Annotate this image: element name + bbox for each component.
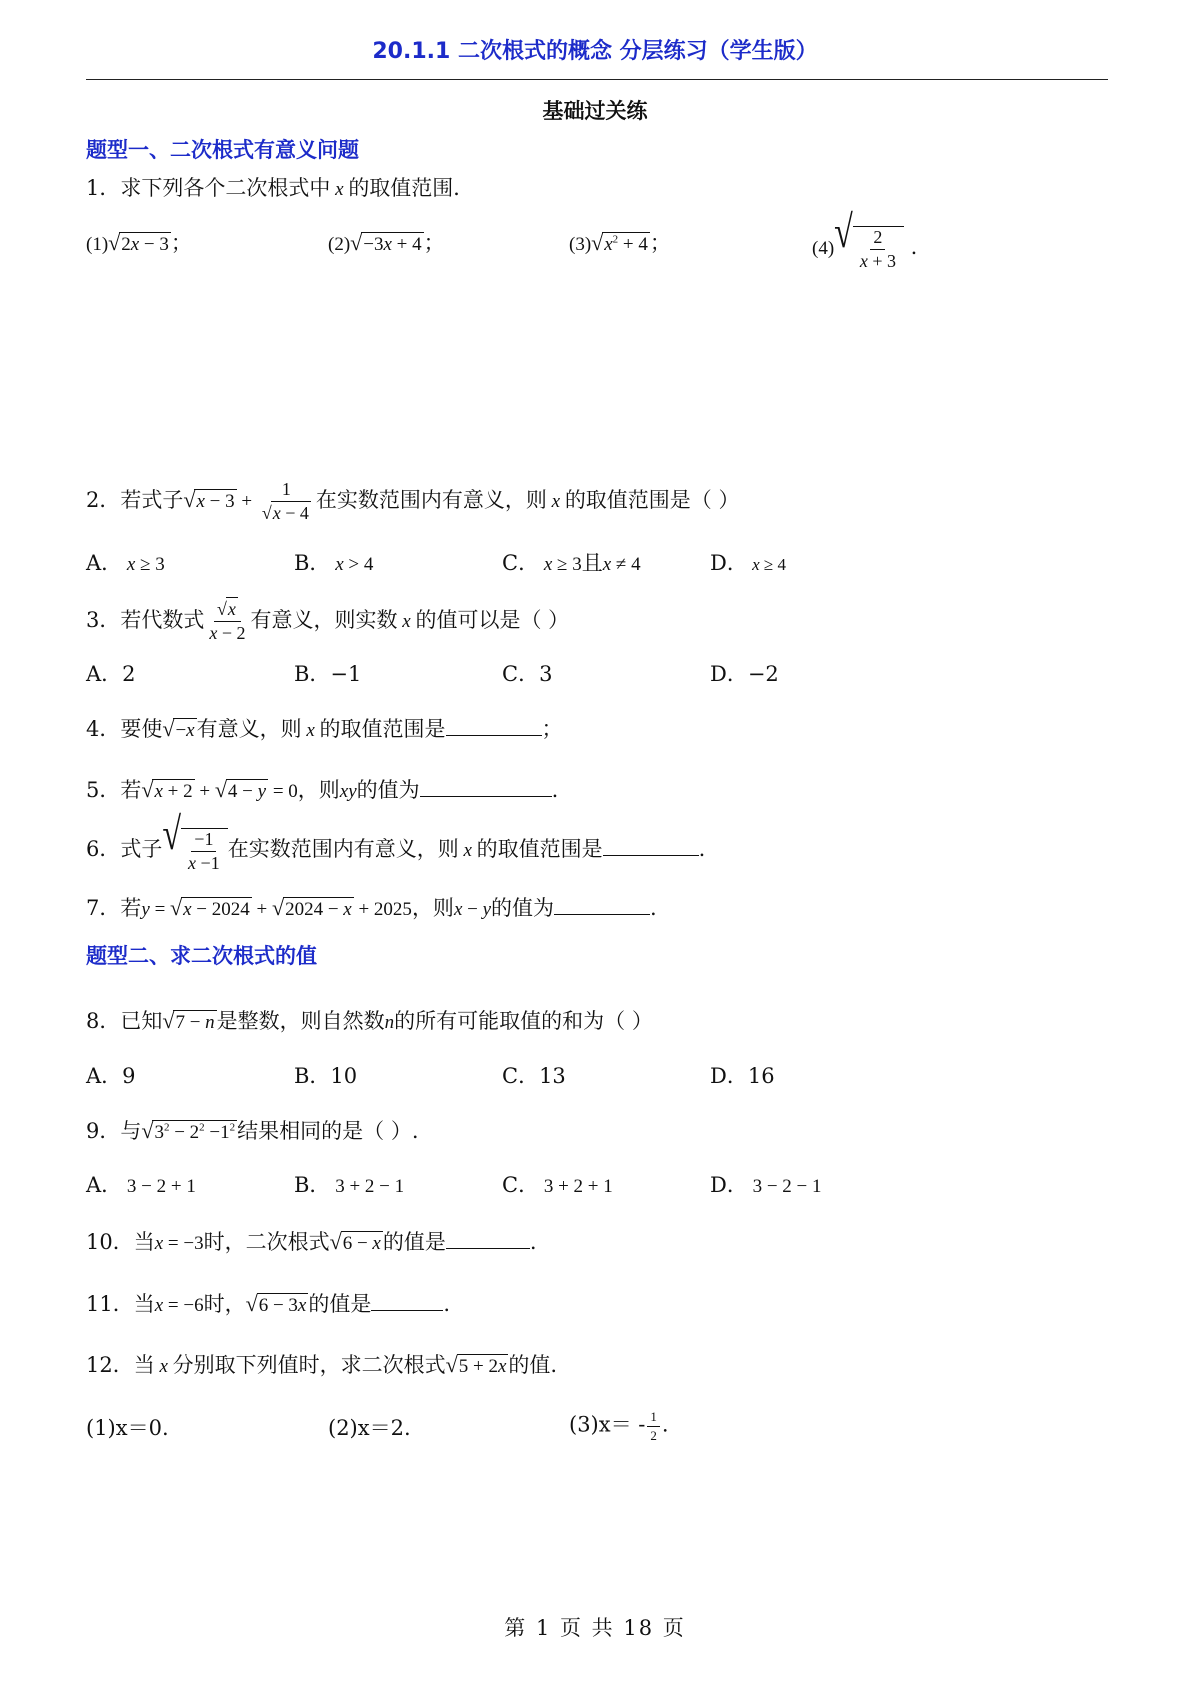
- question-9-option-a: A． 3 − 2 + 1: [86, 1173, 196, 1197]
- question-3-option-d: D．−2: [710, 662, 779, 686]
- question-8-option-a: A．9: [86, 1064, 136, 1088]
- question-12-part-3: (3)x＝ - $\frac{1}{2}$ .: [569, 1409, 669, 1443]
- question-8-option-d: D．16: [710, 1064, 775, 1088]
- question-5: 5．若√x + 2 + √4 − y = 0，则xy的值为 .: [86, 777, 559, 802]
- question-8-option-b: B．10: [294, 1064, 358, 1088]
- question-2-option-b: B． x > 4: [294, 551, 374, 575]
- question-11: 11．当x = −6时，√6 − 3x的值是 .: [86, 1291, 451, 1316]
- level-heading: 基础过关练: [542, 99, 648, 123]
- question-9-option-b: B． 3 + 2 − 1: [294, 1173, 405, 1197]
- answer-blank[interactable]: [554, 896, 650, 915]
- question-1-part-1: (1)√2x − 3；: [86, 230, 192, 255]
- question-9: 9．与$√3^2 - 2^2 -1^2$结果相同的是（ ）.: [86, 1118, 419, 1143]
- page-footer: 第 1 页 共 18 页: [504, 1616, 686, 1640]
- question-12-part-1: (1)x＝0.: [86, 1416, 169, 1440]
- question-1-part-4: (4) √ $\frac{2}{x + 3}$ .: [812, 207, 918, 271]
- question-3-option-a: A．2: [86, 662, 136, 686]
- question-1: 1．求下列各个二次根式中 x 的取值范围．: [86, 176, 475, 200]
- question-9-option-d: D． 3 − 2 − 1: [710, 1173, 822, 1197]
- question-1-part-2: (2)√−3x + 4；: [328, 230, 445, 255]
- answer-blank[interactable]: [603, 837, 699, 856]
- answer-blank[interactable]: [446, 717, 542, 736]
- answer-blank[interactable]: [371, 1292, 443, 1311]
- question-2-option-a: A． x ≥ 3: [86, 551, 165, 575]
- document-title: 20.1.1 二次根式的概念 分层练习（学生版）: [372, 39, 818, 64]
- question-3-option-b: B．−1: [294, 662, 362, 686]
- question-12: 12．当 x 分别取下列值时，求二次根式√5 + 2x的值.: [86, 1352, 558, 1377]
- answer-blank[interactable]: [420, 778, 552, 797]
- question-9-option-c: C． 3 + 2 + 1: [502, 1173, 613, 1197]
- question-12-part-2: (2)x＝2.: [328, 1416, 411, 1440]
- question-8-option-c: C．13: [502, 1064, 566, 1088]
- header-rule: [86, 79, 1108, 80]
- question-2-option-d: D． x ≥ 4: [710, 551, 786, 575]
- question-8: 8．已知√7 − n是整数，则自然数n的所有可能取值的和为（ ）: [86, 1008, 653, 1033]
- question-2-option-c: C． x ≥ 3且x ≠ 4: [502, 551, 641, 575]
- section-heading-2: 题型二、求二次根式的值: [86, 944, 317, 968]
- question-7: 7．若y = √x − 2024 + √2024 − x + 2025，则x − y的值为 .: [86, 895, 657, 920]
- question-3: 3．若代数式 $\frac{√x}{x - 2}$ 有意义，则实数 x 的值可以是（ ）: [86, 599, 570, 643]
- answer-blank[interactable]: [446, 1230, 530, 1249]
- question-4: 4．要使√−x有意义，则 x 的取值范围是 ；: [86, 716, 563, 741]
- question-2: 2．若式子√x − 3 + $\frac{1}{√x - 4}$ 在实数范围内有意义，则 x 的取值范围是（ ）: [86, 479, 740, 523]
- section-heading-1: 题型一、二次根式有意义问题: [86, 138, 359, 162]
- question-1-part-3: $(3)√x^2 + 4$；: [569, 230, 671, 255]
- question-6: 6．式子 √ $\frac{-1}{x -1}$ 在实数范围内有意义，则 x 的取值范围是 .: [86, 809, 706, 873]
- question-3-option-c: C．3: [502, 662, 553, 686]
- question-10: 10．当x = −3时，二次根式√6 − x的值是 .: [86, 1229, 537, 1254]
